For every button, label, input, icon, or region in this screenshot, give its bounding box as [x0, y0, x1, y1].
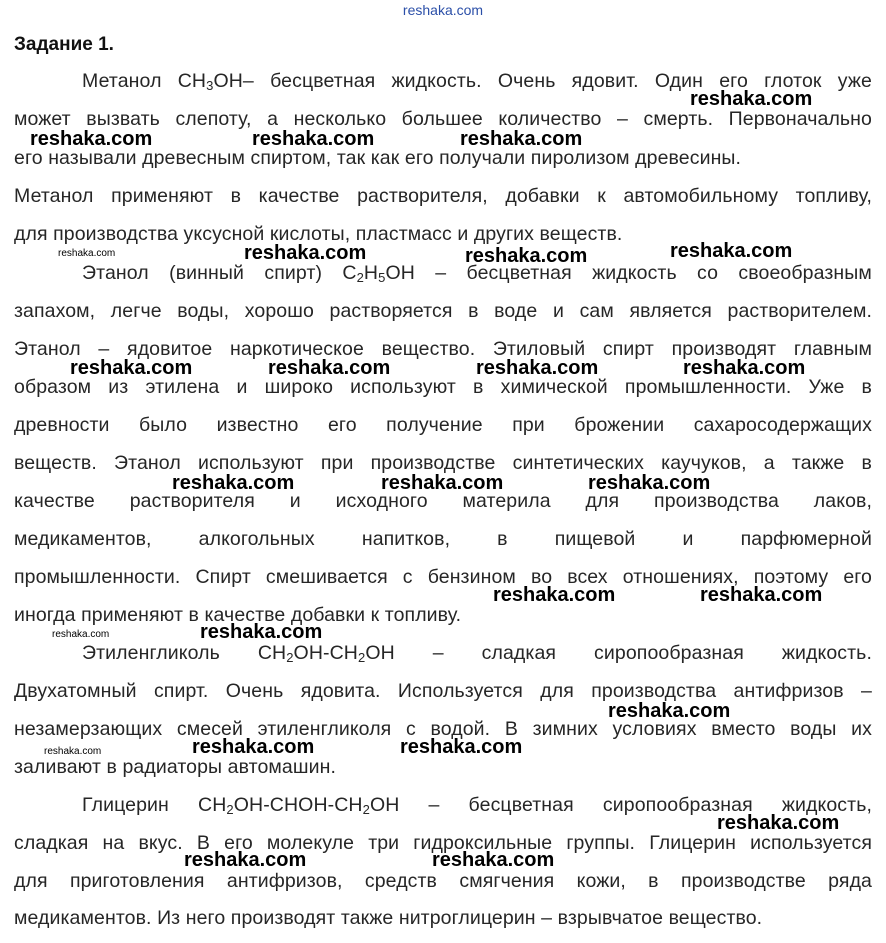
watermark: reshaka.com: [460, 128, 583, 150]
text-line: Этанол – ядовитое наркотическое вещество. Этиловый спирт производят главным: [14, 338, 872, 360]
watermark: reshaka.com: [717, 812, 840, 834]
watermark: reshaka.com: [192, 736, 315, 758]
text-line: заливают в радиаторы автомашин.: [14, 756, 336, 778]
watermark: reshaka.com: [44, 746, 102, 757]
text-line: Этанол (винный спирт) $C_2H_5OH$ – бесцветная жидкость со своеобразным: [82, 262, 872, 285]
watermark: reshaka.com: [670, 240, 793, 262]
watermark: reshaka.com: [400, 736, 523, 758]
text-line: Этиленгликоль $CH_2OH-CH_2OH$ – сладкая сиропообразная жидкость.: [82, 642, 872, 665]
text-line: для приготовления антифризов, средств смягчения кожи, в производстве ряда: [14, 870, 872, 892]
text-line: медикаментов. Из него производят также нитроглицерин – взрывчатое вещество.: [14, 907, 763, 929]
text-line: образом из этилена и широко используют в химической промышленности. Уже в: [14, 376, 872, 398]
watermark: reshaka.com: [690, 88, 813, 110]
text-line: сладкая на вкус. В его молекуле три гидроксильные группы. Глицерин используется: [14, 832, 872, 854]
watermark: reshaka.com: [493, 584, 616, 606]
text-line: для производства уксусной кислоты, пластмасс и других веществ.: [14, 223, 623, 245]
watermark: reshaka.com: [172, 472, 295, 494]
text-line: может вызвать слепоту, а несколько большее количество – смерть. Первоначально: [14, 108, 872, 130]
watermark: reshaka.com: [683, 357, 806, 379]
text-line: Метанол применяют в качестве растворителя, добавки к автомобильному топливу,: [14, 185, 872, 207]
text-line: качестве растворителя и исходного материла для производства лаков,: [14, 490, 872, 512]
watermark: reshaka.com: [244, 242, 367, 264]
watermark: reshaka.com: [381, 472, 504, 494]
text-line: медикаментов, алкогольных напитков, в пищевой и парфюмерной: [14, 528, 872, 550]
text-line: Двухатомный спирт. Очень ядовита. Используется для производства антифризов –: [14, 680, 872, 702]
watermark: reshaka.com: [30, 128, 153, 150]
watermark: reshaka.com: [432, 849, 555, 871]
watermark: reshaka.com: [70, 357, 193, 379]
text-line: иногда применяют в качестве добавки к топливу.: [14, 604, 462, 626]
text-line: промышленности. Спирт смешивается с бензином во всех отношениях, поэтому его: [14, 566, 872, 588]
watermark: reshaka.com: [465, 245, 588, 267]
text-line: Метанол $CH_3OH-$ бесцветная жидкость. Очень ядовит. Один его глоток уже: [82, 70, 872, 93]
watermark: reshaka.com: [588, 472, 711, 494]
text-line: запахом, легче воды, хорошо растворяется в воде и сам является растворителем.: [14, 300, 872, 322]
watermark: reshaka.com: [184, 849, 307, 871]
text-line: веществ. Этанол используют при производстве синтетических каучуков, а также в: [14, 452, 872, 474]
watermark: reshaka.com: [252, 128, 375, 150]
watermark: reshaka.com: [476, 357, 599, 379]
watermark: reshaka.com: [52, 629, 110, 640]
watermark: reshaka.com: [58, 248, 116, 259]
text-line: древности было известно его получение при брожении сахаросодержащих: [14, 414, 872, 436]
text-line: незамерзающих смесей этиленгликоля с водой. В зимних условиях вместо воды их: [14, 718, 872, 740]
watermark: reshaka.com: [700, 584, 823, 606]
text-line: Глицерин $CH_2OH-CHOH-CH_2OH$ – бесцветная сиропообразная жидкость,: [82, 794, 872, 817]
header-watermark[interactable]: reshaka.com: [402, 2, 484, 18]
task-title: Задание 1.: [14, 34, 114, 55]
watermark: reshaka.com: [608, 700, 731, 722]
text-line: его называли древесным спиртом, так как его получали пиролизом древесины.: [14, 147, 742, 169]
watermark: reshaka.com: [268, 357, 391, 379]
watermark: reshaka.com: [200, 621, 323, 643]
